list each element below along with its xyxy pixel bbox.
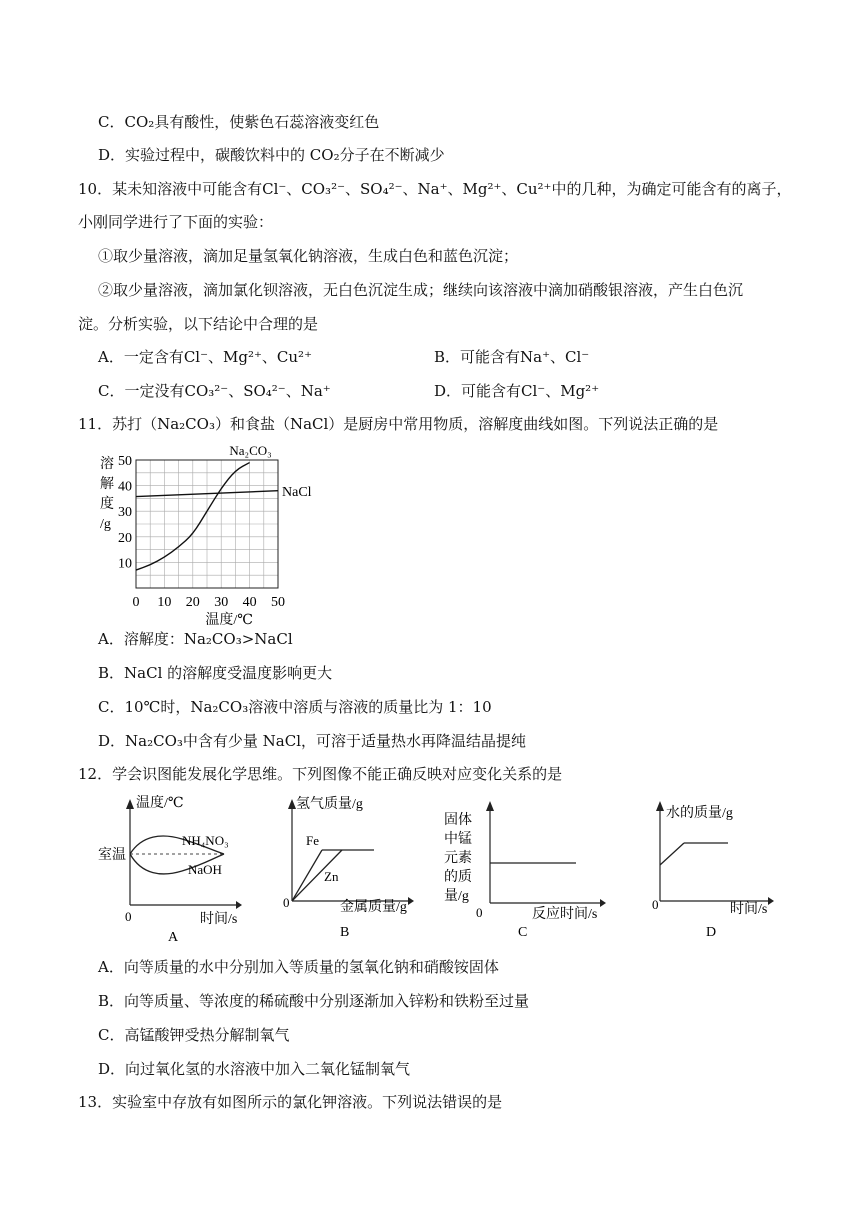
figure-a-temperature [92, 795, 242, 945]
x-tick-label: 0 [132, 595, 140, 610]
y-axis-label-part: 度 [100, 497, 114, 512]
x-tick-label: 30 [214, 595, 229, 610]
q11-option-b: B．NaCl 的溶解度受温度影响更大 [98, 664, 333, 682]
y-tick-label: 20 [118, 530, 132, 546]
figure-b-hydrogen [280, 795, 420, 945]
fig-c-ylabel-1: 固体 [444, 813, 472, 828]
fig-c-ylabel-4: 的质 [444, 870, 472, 885]
x-tick-label: 20 [185, 595, 200, 610]
solubility-chart [94, 440, 334, 625]
y-axis-label-part: 解 [100, 477, 114, 492]
fig-c-ylabel-3: 元素 [444, 851, 472, 866]
q10-step1: ①取少量溶液，滴加足量氢氧化钠溶液，生成白色和蓝色沉淀； [98, 247, 519, 265]
fig-a-ref-label: 室温 [98, 848, 126, 863]
q10-option-d: D．可能含有Cl⁻、Mg²⁺ [434, 382, 600, 400]
x-axis-label: 温度/℃ [205, 613, 253, 625]
x-tick-label: 10 [157, 595, 172, 610]
fig-c-origin: 0 [476, 905, 483, 920]
y-tick-label: 50 [118, 454, 132, 469]
q12-option-b: B．向等质量、等浓度的稀硫酸中分别逐渐加入锌粉和铁粉至过量 [98, 992, 530, 1010]
q11-option-a: A．溶解度：Na₂CO₃>NaCl [98, 630, 293, 648]
fig-a-caption: A [168, 930, 179, 945]
y-axis-label-part: 溶 [100, 457, 114, 472]
fig-a-origin: 0 [125, 909, 132, 924]
fig-b-series2: Zn [324, 869, 339, 884]
q11-stem: 11．苏打（Na₂CO₃）和食盐（NaCl）是厨房中常用物质，溶解度曲线如图。下列说法正确的是 [78, 415, 719, 433]
q9-option-c: C．CO₂具有酸性，使紫色石蕊溶液变红色 [98, 113, 380, 131]
series-label-nacl: NaCl [282, 485, 312, 500]
q12-stem: 12．学会识图能发展化学思维。下列图像不能正确反映对应变化关系的是 [78, 765, 563, 783]
q10-step2-line2: 淀。分析实验，以下结论中合理的是 [78, 315, 319, 333]
fig-c-ylabel-5: 量/g [444, 889, 469, 904]
fig-b-caption: B [340, 925, 350, 940]
fig-b-series1: Fe [306, 833, 319, 848]
series-label-na2co3: Na₂CO₃ [229, 443, 272, 458]
chart-grid [136, 460, 278, 588]
fig-b-origin: 0 [283, 895, 290, 910]
fig-c-xlabel: 反应时间/s [532, 907, 598, 922]
fig-c-ylabel-2: 中锰 [444, 832, 472, 847]
y-axis-label-part: /g [100, 517, 111, 532]
fig-a-xlabel: 时间/s [200, 912, 238, 927]
q13-stem: 13．实验室中存放有如图所示的氯化钾溶液。下列说法错误的是 [78, 1093, 503, 1111]
y-tick-label: 10 [118, 556, 132, 572]
y-tick-label: 30 [118, 505, 132, 521]
q10-step2-line1: ②取少量溶液，滴加氯化钡溶液，无白色沉淀生成；继续向该溶液中滴加硝酸银溶液，产生白色沉 [98, 281, 744, 299]
fig-d-origin: 0 [652, 897, 659, 912]
figure-d-water [650, 795, 780, 945]
fig-a-series1: NH₄NO₃ [182, 833, 229, 848]
q11-option-d: D．Na₂CO₃中含有少量 NaCl，可溶于适量热水再降温结晶提纯 [98, 732, 527, 750]
fig-b-ylabel: 氢气质量/g [296, 797, 363, 812]
q10-stem-line1: 10．某未知溶液中可能含有Cl⁻、CO₃²⁻、SO₄²⁻、Na⁺、Mg²⁺、Cu²⁺中的几种，为确定可能含有的离子， [78, 180, 792, 198]
q10-option-a: A．一定含有Cl⁻、Mg²⁺、Cu²⁺ [98, 348, 312, 366]
x-tick-label: 40 [242, 595, 257, 610]
fig-b-xlabel: 金属质量/g [340, 900, 407, 915]
fig-d-ylabel: 水的质量/g [666, 806, 733, 821]
fig-d-xlabel: 时间/s [730, 902, 768, 917]
q11-option-c: C．10℃时，Na₂CO₃溶液中溶质与溶液的质量比为 1：10 [98, 698, 492, 716]
fig-a-ylabel: 温度/℃ [136, 796, 184, 811]
y-tick-label: 40 [118, 479, 132, 495]
q12-option-a: A．向等质量的水中分别加入等质量的氢氧化钠和硝酸铵固体 [98, 958, 499, 976]
x-tick-label: 50 [271, 595, 285, 610]
q12-option-c: C．高锰酸钾受热分解制氧气 [98, 1026, 290, 1044]
q10-option-c: C．一定没有CO₃²⁻、SO₄²⁻、Na⁺ [98, 382, 331, 400]
fig-a-series2: NaOH [188, 862, 222, 877]
q9-option-d: D．实验过程中，碳酸饮料中的 CO₂分子在不断减少 [98, 146, 445, 164]
q10-option-b: B．可能含有Na⁺、Cl⁻ [434, 348, 590, 366]
figure-c-manganese [442, 795, 612, 945]
q12-option-d: D．向过氧化氢的水溶液中加入二氧化锰制氧气 [98, 1060, 411, 1078]
fig-c-caption: C [518, 925, 528, 940]
q10-stem-line2: 小刚同学进行了下面的实验： [78, 213, 274, 231]
fig-d-caption: D [706, 925, 717, 940]
